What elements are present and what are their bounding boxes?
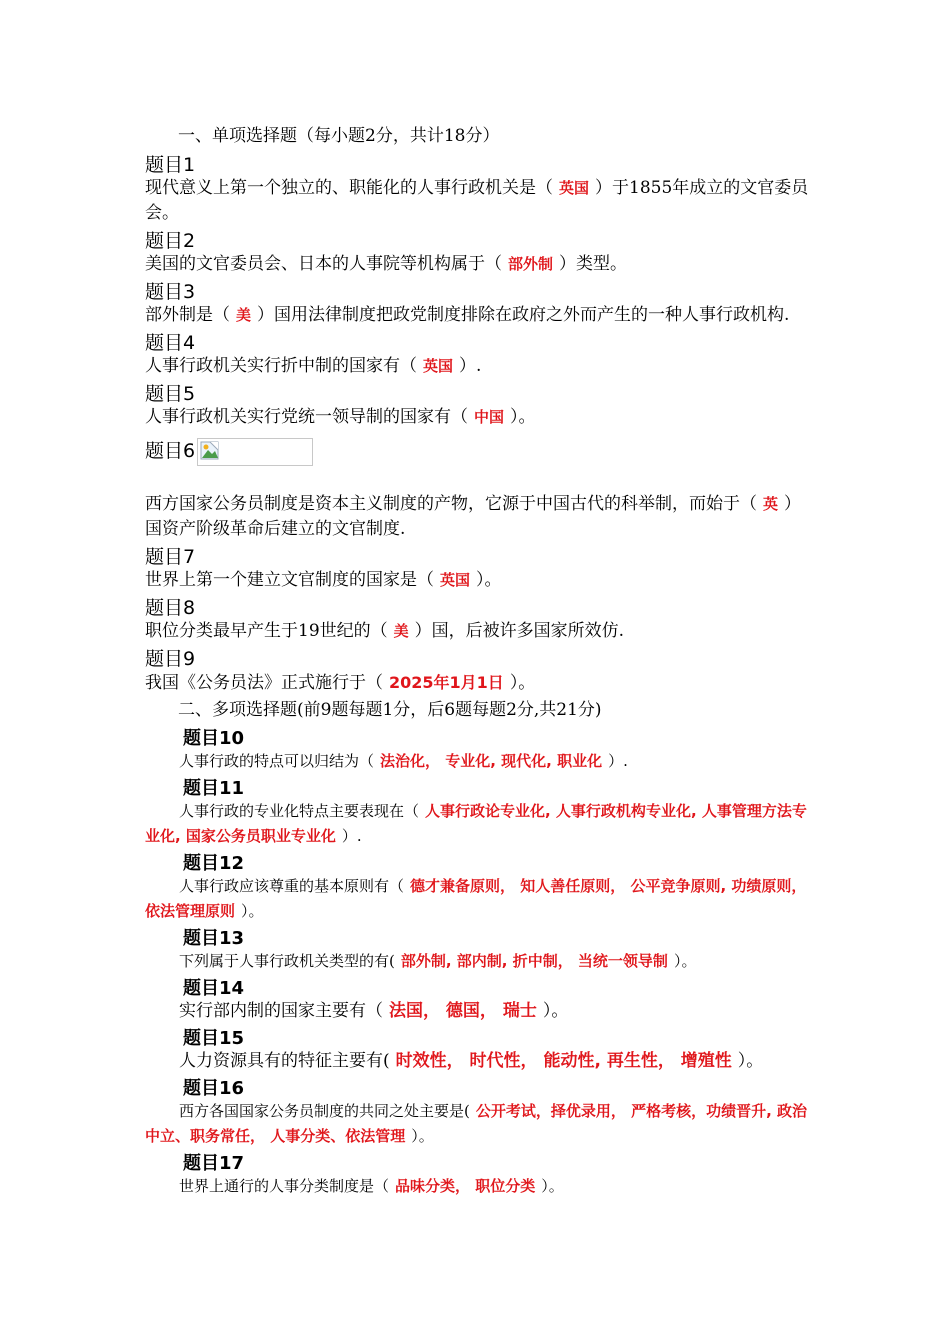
answer-text: 英 bbox=[763, 495, 779, 513]
question-title: 题目16 bbox=[183, 1078, 245, 1099]
broken-image-icon bbox=[197, 438, 313, 466]
question-title: 题目15 bbox=[183, 1028, 245, 1049]
answer-text: 中国 bbox=[474, 408, 505, 426]
question-text: 我国《公务员法》正式施行于（ 2025年1月1日 ）。 bbox=[145, 673, 536, 693]
question-title: 题目14 bbox=[183, 978, 245, 999]
section-heading-single-choice: 一、单项选择题（每小题2分，共计18分） bbox=[178, 126, 500, 146]
answer-text: 美 bbox=[393, 622, 409, 640]
answer-text: 法国， 德国， 瑞士 bbox=[389, 1001, 537, 1021]
question-text: 现代意义上第一个独立的、职能化的人事行政机关是（ 英国 ）于1855年成立的文官委员会。 bbox=[145, 178, 809, 223]
question-text: 人力资源具有的特征主要有( 时效性， 时代性， 能动性, 再生性， 增殖性 ）。 bbox=[179, 1051, 764, 1071]
question-title: 题目13 bbox=[183, 928, 245, 949]
question-text: 下列属于人事行政机关类型的有( 部外制, 部内制, 折中制， 当统一领导制 ）。 bbox=[179, 952, 697, 970]
question-title: 题目12 bbox=[183, 853, 245, 874]
question-text: 人事行政的特点可以归结为（ 法治化， 专业化, 现代化, 职业化 ）. bbox=[179, 752, 628, 770]
question-title: 题目1 bbox=[145, 154, 196, 176]
question-text: 世界上第一个建立文官制度的国家是（ 英国 ）。 bbox=[145, 570, 502, 590]
question-title: 题目7 bbox=[145, 546, 196, 568]
answer-text: 时效性， 时代性， 能动性, 再生性， 增殖性 bbox=[395, 1051, 732, 1071]
question-text: 人事行政机关实行党统一领导制的国家有（ 中国 ）。 bbox=[145, 407, 536, 427]
question-text: 西方国家公务员制度是资本主义制度的产物，它源于中国古代的科举制，而始于（ 英 ）国资产阶级革命后建立的文官制度. bbox=[145, 494, 802, 539]
question-text: 世界上通行的人事分类制度是（ 品味分类， 职位分类 ）。 bbox=[179, 1177, 564, 1195]
answer-text: 英国 bbox=[440, 571, 471, 589]
question-title: 题目10 bbox=[183, 728, 245, 749]
answer-text: 美 bbox=[236, 306, 252, 324]
answer-text: 品味分类， 职位分类 bbox=[395, 1177, 536, 1195]
question-title: 题目6 bbox=[145, 440, 196, 462]
question-text: 人事行政的专业化特点主要表现在（ 人事行政论专业化, 人事行政机构专业化, 人事管理方法专业化, 国家公务员职业专业化 ）. bbox=[145, 802, 807, 845]
answer-text: 公开考试，择优录用， 严格考核，功绩晋升, 政治中立、职务常任， 人事分类、依法管理 bbox=[145, 1102, 808, 1145]
question-text: 人事行政机关实行折中制的国家有（ 英国 ）. bbox=[145, 356, 482, 376]
question-title: 题目4 bbox=[145, 332, 196, 354]
answer-text: 2025年1月1日 bbox=[389, 673, 504, 692]
question-title: 题目3 bbox=[145, 281, 196, 303]
question-text: 部外制是（ 美 ）国用法律制度把政党制度排除在政府之外而产生的一种人事行政机构. bbox=[145, 305, 790, 325]
answer-text: 人事行政论专业化, 人事行政机构专业化, 人事管理方法专业化, 国家公务员职业专业化 bbox=[145, 802, 807, 845]
question-text: 职位分类最早产生于19世纪的（ 美 ）国，后被许多国家所效仿. bbox=[145, 621, 625, 641]
question-title: 题目5 bbox=[145, 383, 196, 405]
answer-text: 德才兼备原则， 知人善任原则， 公平竞争原则, 功绩原则， 依法管理原则 bbox=[145, 877, 807, 920]
question-title: 题目11 bbox=[183, 778, 245, 799]
section-heading-multiple-choice: 二、多项选择题(前9题每题1分，后6题每题2分,共21分) bbox=[178, 700, 602, 720]
question-title: 题目9 bbox=[145, 648, 196, 670]
question-title: 题目8 bbox=[145, 597, 196, 619]
answer-text: 英国 bbox=[559, 179, 590, 197]
answer-text: 英国 bbox=[423, 357, 454, 375]
answer-text: 部外制 bbox=[508, 255, 554, 273]
question-text: 西方各国国家公务员制度的共同之处主要是( 公开考试，择优录用， 严格考核，功绩晋升, 政治中立、职务常任， 人事分类、依法管理 ）。 bbox=[145, 1102, 808, 1145]
answer-text: 法治化， 专业化, 现代化, 职业化 bbox=[380, 752, 603, 770]
answer-text: 部外制, 部内制, 折中制， 当统一领导制 bbox=[400, 952, 668, 970]
document-page bbox=[145, 122, 810, 1199]
question-text: 美国的文官委员会、日本的人事院等机构属于（ 部外制 ）类型。 bbox=[145, 254, 628, 274]
question-title: 题目2 bbox=[145, 230, 196, 252]
question-text: 实行部内制的国家主要有（ 法国， 德国， 瑞士 ）。 bbox=[179, 1001, 569, 1021]
question-title: 题目17 bbox=[183, 1153, 245, 1174]
question-text: 人事行政应该尊重的基本原则有（ 德才兼备原则， 知人善任原则， 公平竞争原则, 功绩原则， 依法管理原则 ）。 bbox=[145, 877, 807, 920]
